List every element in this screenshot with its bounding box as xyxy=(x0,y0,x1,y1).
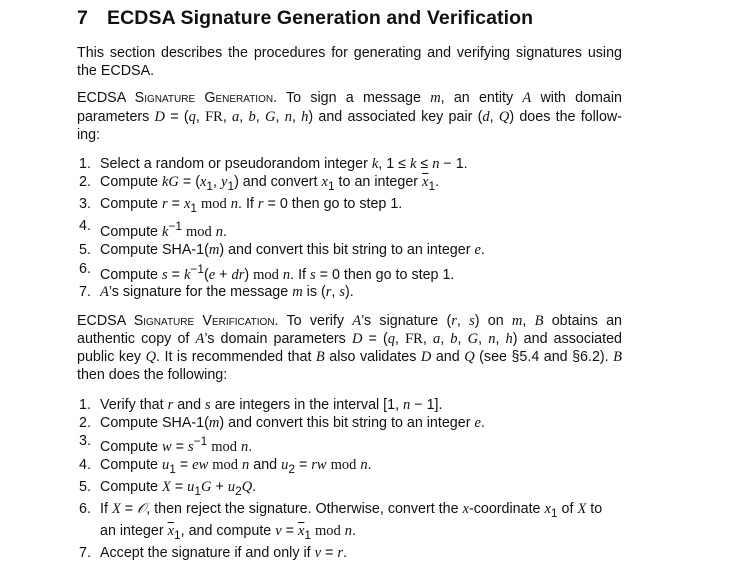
list-item: 3. Compute $w = s^{-1}$ mod n. xyxy=(77,432,622,456)
section-number: 7 xyxy=(77,6,107,30)
list-item: 3. Compute $r = x_1$ mod n. If r = 0 then go to step 1. xyxy=(77,195,622,217)
list-item: 7. Accept the signature if and only if v = r. xyxy=(77,544,622,562)
section-heading xyxy=(77,6,622,30)
list-item: 2. Compute kG = ($x_1$, $y_1$) and convert $x_1$ to an integer $\overline{x}_1$. xyxy=(77,173,622,195)
intro-paragraph: This section describes the procedures for generating and verifying signatures using the ECDSA. xyxy=(77,44,622,80)
section-title: ECDSA Signature Generation and Verification xyxy=(107,7,533,29)
list-item: 2. Compute SHA-1(m) and convert this bit string to an integer e. xyxy=(77,414,622,432)
verification-heading: ECDSA Signature Verification. xyxy=(77,313,279,329)
list-item: 7. A’s signature for the message m is (r, s). xyxy=(77,283,622,301)
list-item: 1. Select a random or pseudorandom integer k, 1 ≤ k ≤ n − 1. xyxy=(77,155,622,173)
list-item: 4. Compute $u_1$ = ew mod n and $u_2$ = rw mod n. xyxy=(77,456,622,478)
list-item: 6. If X = 𝒪, then reject the signature. Otherwise, convert the x-coordinate $x_1$ of X to an integer $\overline{x}_1$, and compute $v = \overline{x}_1$ mod n. xyxy=(77,500,622,544)
list-item: 4. Compute $k^{-1}$ mod n. xyxy=(77,217,622,241)
generation-heading: ECDSA Signature Generation. xyxy=(77,90,277,106)
list-item: 5. Compute SHA-1(m) and convert this bit string to an integer e. xyxy=(77,241,622,259)
generation-paragraph: ECDSA Signature Generation. To sign a message m, an entity A with domain parameters D = (q, FR, a, b, G, n, h) and associated key pair (d, Q) does the follow-ing: xyxy=(77,89,622,144)
document-page xyxy=(77,6,622,562)
verification-steps-list xyxy=(77,396,622,562)
list-item: 1. Verify that r and s are integers in the interval [1, n − 1]. xyxy=(77,396,622,414)
list-item: 5. Compute $X = u_1G + u_2Q$. xyxy=(77,478,622,500)
generation-steps-list xyxy=(77,155,622,302)
list-item: 6. Compute $s = k^{-1}(e + dr)$ mod n. If s = 0 then go to step 1. xyxy=(77,260,622,284)
verification-paragraph: ECDSA Signature Verification. To verify A’s signature (r, s) on m, B obtains an authentic copy of A’s domain parameters D = (q, FR, a, b, G, n, h) and associated public key Q. It is recommended that B also validates D and Q (see §5.4 and §6.2). B then does the following: xyxy=(77,312,622,385)
